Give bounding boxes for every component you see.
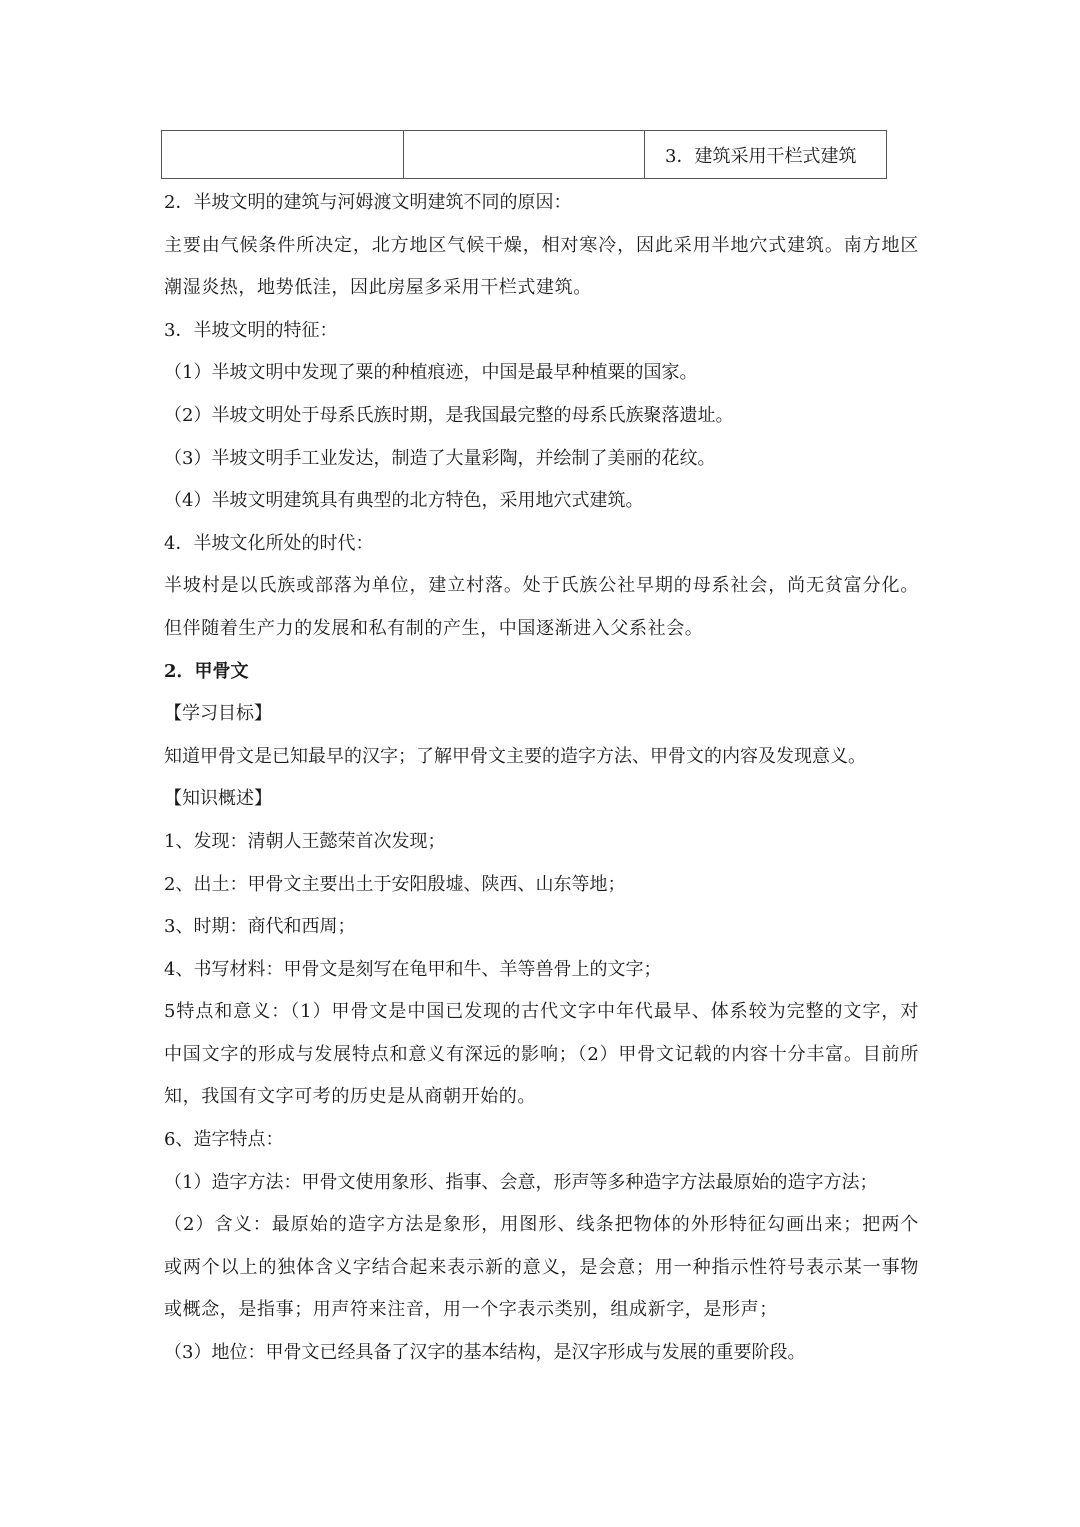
- reason-paragraph: 主要由气候条件所决定，北方地区气候干燥，相对寒冷，因此采用半地穴式建筑。南方地区潮湿炎热，地势低洼，因此房屋多采用干栏式建筑。: [164, 234, 919, 299]
- era-paragraph: 半坡村是以氏族或部落为单位，建立村落。处于氏族公社早期的母系社会，尚无贫富分化。但伴随着生产力的发展和私有制的产生，中国逐渐进入父系社会。: [164, 575, 919, 639]
- significance-paragraph: 5特点和意义：（1）甲骨文是中国已发现的古代文字中年代最早、体系较为完整的文字，对中国文字的形成与发展特点和意义有深远的影响；（2）甲骨文记载的内容十分丰富。目前所知，我国有文字可考的历史是从商朝开始的。: [164, 1001, 919, 1108]
- char-status: （3）地位：甲骨文已经具备了汉字的基本结构，是汉字形成与发展的重要阶段。: [164, 1342, 806, 1364]
- feature-item-2: （2）半坡文明处于母系氏族时期，是我国最完整的母系氏族聚落遗址。: [164, 404, 734, 426]
- era-heading: 4．半坡文化所处的时代：: [164, 532, 374, 554]
- point-material: 4、书写材料：甲骨文是刻写在龟甲和牛、羊等兽骨上的文字；: [164, 958, 662, 980]
- char-meaning: （2）含义：最原始的造字方法是象形，用图形、线条把物体的外形特征勾画出来；把两个或两个以上的独体含义字结合起来表示新的意义，是会意；用一种指示性符号表示某一事物或概念，是指事；用声符来注音，用一个字表示类别，组成新字，是形声；: [164, 1214, 919, 1321]
- char-heading: 6、造字特点：: [164, 1129, 284, 1151]
- goal-label: 【学习目标】: [164, 703, 272, 725]
- table-cell-3: 3．建筑采用干栏式建筑: [645, 131, 887, 179]
- oracle-section-title: 2．甲骨文: [164, 660, 249, 682]
- feature-item-3: （3）半坡文明手工业发达，制造了大量彩陶，并绘制了美丽的花纹。: [164, 447, 716, 469]
- table-cell-1: [162, 131, 404, 179]
- table-cell-2: [404, 131, 645, 179]
- feature-item-1: （1）半坡文明中发现了粟的种植痕迹，中国是最早种植粟的国家。: [164, 362, 698, 384]
- goal-text: 知道甲骨文是已知最早的汉字；了解甲骨文主要的造字方法、甲骨文的内容及发现意义。: [164, 745, 866, 767]
- reason-heading: 2．半坡文明的建筑与河姆渡文明建筑不同的原因：: [164, 192, 572, 213]
- document-body: [164, 182, 919, 1375]
- char-method: （1）造字方法：甲骨文使用象形、指事、会意，形声等多种造字方法最原始的造字方法；: [164, 1171, 878, 1193]
- table-row: [162, 131, 887, 179]
- features-heading: 3．半坡文明的特征：: [164, 319, 338, 341]
- point-excavation: 2、出土：甲骨文主要出土于安阳殷墟、陕西、山东等地；: [164, 873, 626, 895]
- overview-label: 【知识概述】: [164, 788, 272, 810]
- point-period: 3、时期：商代和西周；: [164, 916, 356, 938]
- comparison-table-fragment: [161, 130, 887, 179]
- feature-item-4: （4）半坡文明建筑具有典型的北方特色，采用地穴式建筑。: [164, 490, 644, 512]
- point-discovery: 1、发现：清朝人王懿荣首次发现；: [164, 830, 446, 852]
